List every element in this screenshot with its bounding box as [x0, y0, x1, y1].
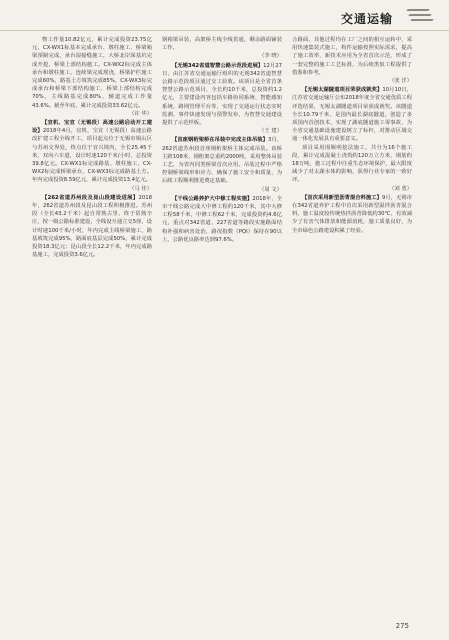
article-paragraph [32, 119, 152, 185]
article-paragraph [162, 62, 282, 128]
article-body: 12月27日，由江苏省交通运输厅组织的无锡342省道智慧公路示范段项目通过交工验收。该项目是全省首条智慧公路示范项目，全长约10千米，总投资约1.2亿元，主要建设内容包括车路协同系统、智能感知系统、路网管理平台等，实现了交通运行状态实时监测、事件快速发现与预警发布，为智慧交通建设提供了示范样板。 [162, 62, 282, 127]
author-credit: （ 李 晓 ） [162, 52, 282, 60]
article-heading: 【262省道苏州段及昆山段建设进展】 [42, 194, 139, 201]
article-paragraph [32, 194, 152, 260]
article-body: 9月，无锡市在342省道养护工程中首次采用新型温拌沥青混合料，施工温度较传统热拌沥青降低约30℃，有效减少了有害气体排放和能源消耗，施工质量良好，为全市绿色公路建设积累了经验。 [292, 194, 412, 234]
article-body: 2018年，262省道苏州段及昆山段工程积极推进。苏州段（全长43.2千米）起自常熟古里，终于常熟辛庄，按一级公路标准建设，全线设互通立交5座，设计时速100千米/小时，年内完成主线桥梁施工，路基填筑完成95%，路面底基层完成50%，累计完成投资18.3亿元；昆山段全长12.2千米，年内完成路基施工，完成投资3.6亿元。 [32, 194, 152, 259]
article-heading: 【干线公路养护大中修工程实施】 [172, 195, 253, 202]
article-body: 合路面，其他过程均在工厂之间的相互运转中，采用快速集装式施工，构件运输按照实际需求，提高了施工效率，新技术应用为全省首次示范，形成了一套完整的施工工艺标准，为后续类似工程提供了借鉴和参考。 [292, 37, 412, 76]
author-credit: （ 刘 勇 ） [292, 185, 412, 193]
article-heading: 【宜机、宝宜（无锡段）高速公路启动开工建设】 [32, 120, 152, 135]
article-paragraph [32, 36, 152, 110]
section-title: 交通运输 [340, 12, 393, 26]
article-paragraph [292, 36, 412, 77]
article-heading: 【无锡342省道智慧公路示范段进展】 [172, 62, 264, 69]
article-paragraph [292, 144, 412, 185]
article-body: 10月10日，江苏省交通运输厅公布2018年度全省交通优质工程评选结果，无锡太湖隧道项目荣获成就奖。该隧道全长10.79千米，是国内最长湖底隧道，创造了多项国内首创技术，实现了湖底隧道施工零事故，为全省交通基础设施建设树立了标杆，对推动区域交通一体化发展具有重要意义。 [292, 87, 412, 143]
article-paragraph [292, 194, 412, 235]
article-heading: 【无锡太湖隧道项目荣获成就奖】 [302, 87, 383, 94]
article-paragraph [162, 36, 282, 52]
header-decoration-icon [405, 6, 431, 24]
page-header [0, 0, 449, 31]
article-body: 项目采用围堰明挖法施工，共分为16个施工段，累计完成混凝土浇筑约120万立方米，钢筋约18万吨，施工过程中注重生态环境保护，最大限度减少了对太湖水体的影响，获得行业专家的一致好评。 [292, 144, 412, 184]
author-credit: （ 张 洋 ） [292, 77, 412, 85]
text-column-middle [162, 36, 282, 622]
article-heading: 【首座钢桁架桥在吊装中完成主体吊装】 [172, 137, 268, 144]
author-credit: （ 周 文 ） [162, 186, 282, 194]
text-column-left [32, 36, 152, 622]
author-credit: （ 王 建 ） [162, 127, 282, 135]
article-paragraph [162, 195, 282, 244]
author-credit: （ 许 华 ） [32, 110, 152, 118]
page-number: 275 [395, 622, 409, 630]
article-body: 物工作量10.82亿元，累计完成投资23.75亿元，CX-WX1标基本完成承台、墩柱施工，桥梁箱梁预制完成，承台湿接缝施工，大桥北岸深基坑完成开挖，桥梁上部结构施工。CX-WX2标完成主体承台和墩柱施工，连续梁完成现浇，桥梁护栏施工完成60%，路基土方填筑完成85%，CX-WX3标完成承台和桥梁下部结构施工，桥梁上部结构完成70%，主线路基完成80%，辅道完成工作量43.6%。截至年底，累计完成投资33.62亿元。 [32, 37, 152, 109]
article-body: 钢箱梁吊装，高架桥主线全线贯通，剩余路面铺装工作。 [162, 37, 282, 52]
text-column-right [292, 36, 412, 622]
article-body: 2018年4月，宜机、宝宜（无锡段）高速公路改扩建工程全线开工，项目起点位于无锡市锡山区与苏州交界处，终点位于宜兴境内，全长25.45千米，双向六车道，设计时速120千米/小时，总投资39.8亿元。CX-WX1标完成路基、墩柱施工，CX-WX2标完成桥梁承台，CX-WX3标完成路基土方。年内完成投资8.59亿元，累计完成投资13.4亿元。 [32, 128, 152, 184]
article-body: 3月，262省道苏州段首座钢桁架桥主体完成吊装。该桥主跨108米，钢桁架总重约2000吨，采用整体吊装工艺，为省内同类桥梁首次应用。吊装过程中严格控制桥梁线形和应力，确保了施工安全和质量，为后续工程顺利推进奠定基础。 [162, 137, 282, 185]
author-credit: （ 马 佳 ） [32, 185, 152, 193]
article-body: 2018年，全市干线公路完成大中修工程约120千米，其中大修工程58千米，中修工程62千米，完成投资约4.6亿元，重点对342省道、227省道等路段实施路面结构补强和病害处治，路况指数（PQI）保持在90以上，公路优良路率达到97.6%。 [162, 195, 282, 243]
article-paragraph [292, 86, 412, 143]
article-paragraph [162, 136, 282, 185]
article-heading: 【首次采用新型沥青混合料施工】 [302, 194, 382, 201]
